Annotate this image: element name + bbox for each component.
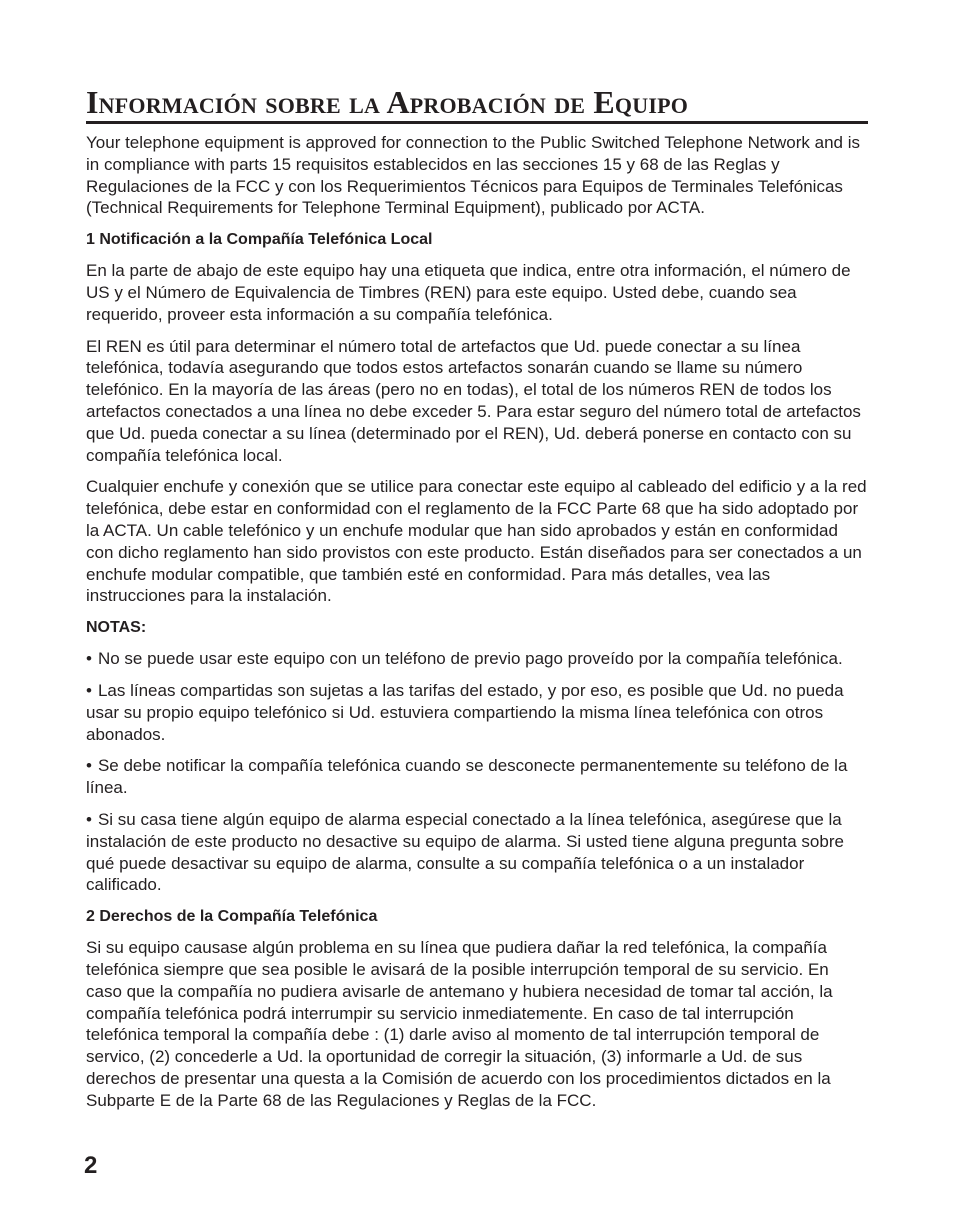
notes-heading: NOTAS: bbox=[86, 619, 147, 637]
section-1-heading: 1 Notificación a la Compañía Telefónica Local bbox=[86, 231, 433, 249]
note-item bbox=[86, 680, 868, 745]
note-text: Se debe notificar la compañía telefónica cuando se desconecte permanentemente su teléfono de la línea. bbox=[86, 756, 848, 798]
note-text: Las líneas compartidas son sujetas a las tarifas del estado, y por eso, es posible que Ud. no pueda usar su propio equipo telefónico si Ud. estuviera compartiendo la misma línea telefónica con otros abonados. bbox=[86, 680, 844, 744]
intro-paragraph: Your telephone equipment is approved for connection to the Public Switched Telephone Network and is in compliance with parts 15 requisitos establecidos en las secciones 15 y 68 de las Reglas y Regulaciones de la FCC y con los Requerimientos Técnicos para Equipos de Terminales Telefónicas (Technical Requirements for Telephone Terminal Equipment), publicado por ACTA. bbox=[86, 133, 861, 218]
section-1-paragraph-3: Cualquier enchufe y conexión que se utilice para conectar este equipo al cableado del edificio y a la red telefónica, debe estar en conformidad con el reglamento de la FCC Parte 68 que ha sido adoptado por la ACTA. Un cable telefónico y un enchufe modular que han sido aprobados y están en conformidad con dicho reglamento han sido provistos con este producto. Están diseñados para ser conectados a un enchufe modular compatible, que también esté en conformidad. Para más detalles, vea las instrucciones para la instalación. bbox=[86, 477, 867, 606]
page-number: 2 bbox=[84, 1152, 98, 1179]
note-item bbox=[86, 755, 868, 799]
bullet-icon: • bbox=[86, 756, 92, 776]
bullet-icon: • bbox=[86, 809, 92, 829]
note-item bbox=[86, 809, 868, 896]
note-text: No se puede usar este equipo con un teléfono de previo pago proveído por la compañía telefónica. bbox=[97, 649, 843, 669]
document-page bbox=[86, 84, 868, 1111]
section-2-heading: 2 Derechos de la Compañía Telefónica bbox=[86, 908, 378, 926]
section-1-paragraph-2: El REN es útil para determinar el número total de artefactos que Ud. puede conectar a su línea telefónica, todavía asegurando que todos estos artefactos sonarán cuando se llame su número telefónico. En la mayoría de las áreas (pero no en todas), el total de los números REN de todos los artefactos conectados a una línea no debe exceder 5. Para estar seguro del número total de artefactos que Ud. pueda conectar a su línea (determinado por el REN), Ud. deberá ponerse en contacto con su compañía telefónica local. bbox=[86, 336, 861, 465]
notes-label: NOTAS bbox=[86, 619, 141, 637]
note-text: Si su casa tiene algún equipo de alarma especial conectado a la línea telefónica, asegúrese que la instalación de este producto no desactive su equipo de alarma. Si usted tiene alguna pregunta sobre qué puede desactivar su equipo de alarma, consulte a su compañía telefónica o a un instalador calificado. bbox=[86, 809, 844, 895]
bullet-icon: • bbox=[86, 649, 92, 669]
note-item bbox=[86, 648, 868, 670]
page-title: Información sobre la Aprobación de Equipo bbox=[86, 84, 868, 124]
bullet-icon: • bbox=[86, 680, 92, 700]
section-2-paragraph: Si su equipo causase algún problema en su línea que pudiera dañar la red telefónica, la compañía telefónica siempre que sea posible le avisará de la posible interrupción temporal de su servicio. En caso que la compañía no pudiera avisarle de antemano y hubiera necesidad de tomar tal acción, la compañía telefónica podrá interrumpir su servicio inmediatemente. En caso de tal interrupción telefónica temporal la compañía debe : (1) darle aviso al momento de tal interrupción temporal de servico, (2) concederle a Ud. la oportunidad de corregir la situación, (3) informarle a Ud. de sus derechos de presentar una questa a la Comisión de acuerdo con los procedimientos dictados en la Subparte E de la Parte 68 de las Regulaciones y Reglas de la FCC. bbox=[86, 938, 833, 1110]
section-1-paragraph-1: En la parte de abajo de este equipo hay una etiqueta que indica, entre otra información, el número de US y el Número de Equivalencia de Timbres (REN) para este equipo. Usted debe, cuando sea requerido, proveer esta información a su compañía telefónica. bbox=[86, 261, 851, 324]
